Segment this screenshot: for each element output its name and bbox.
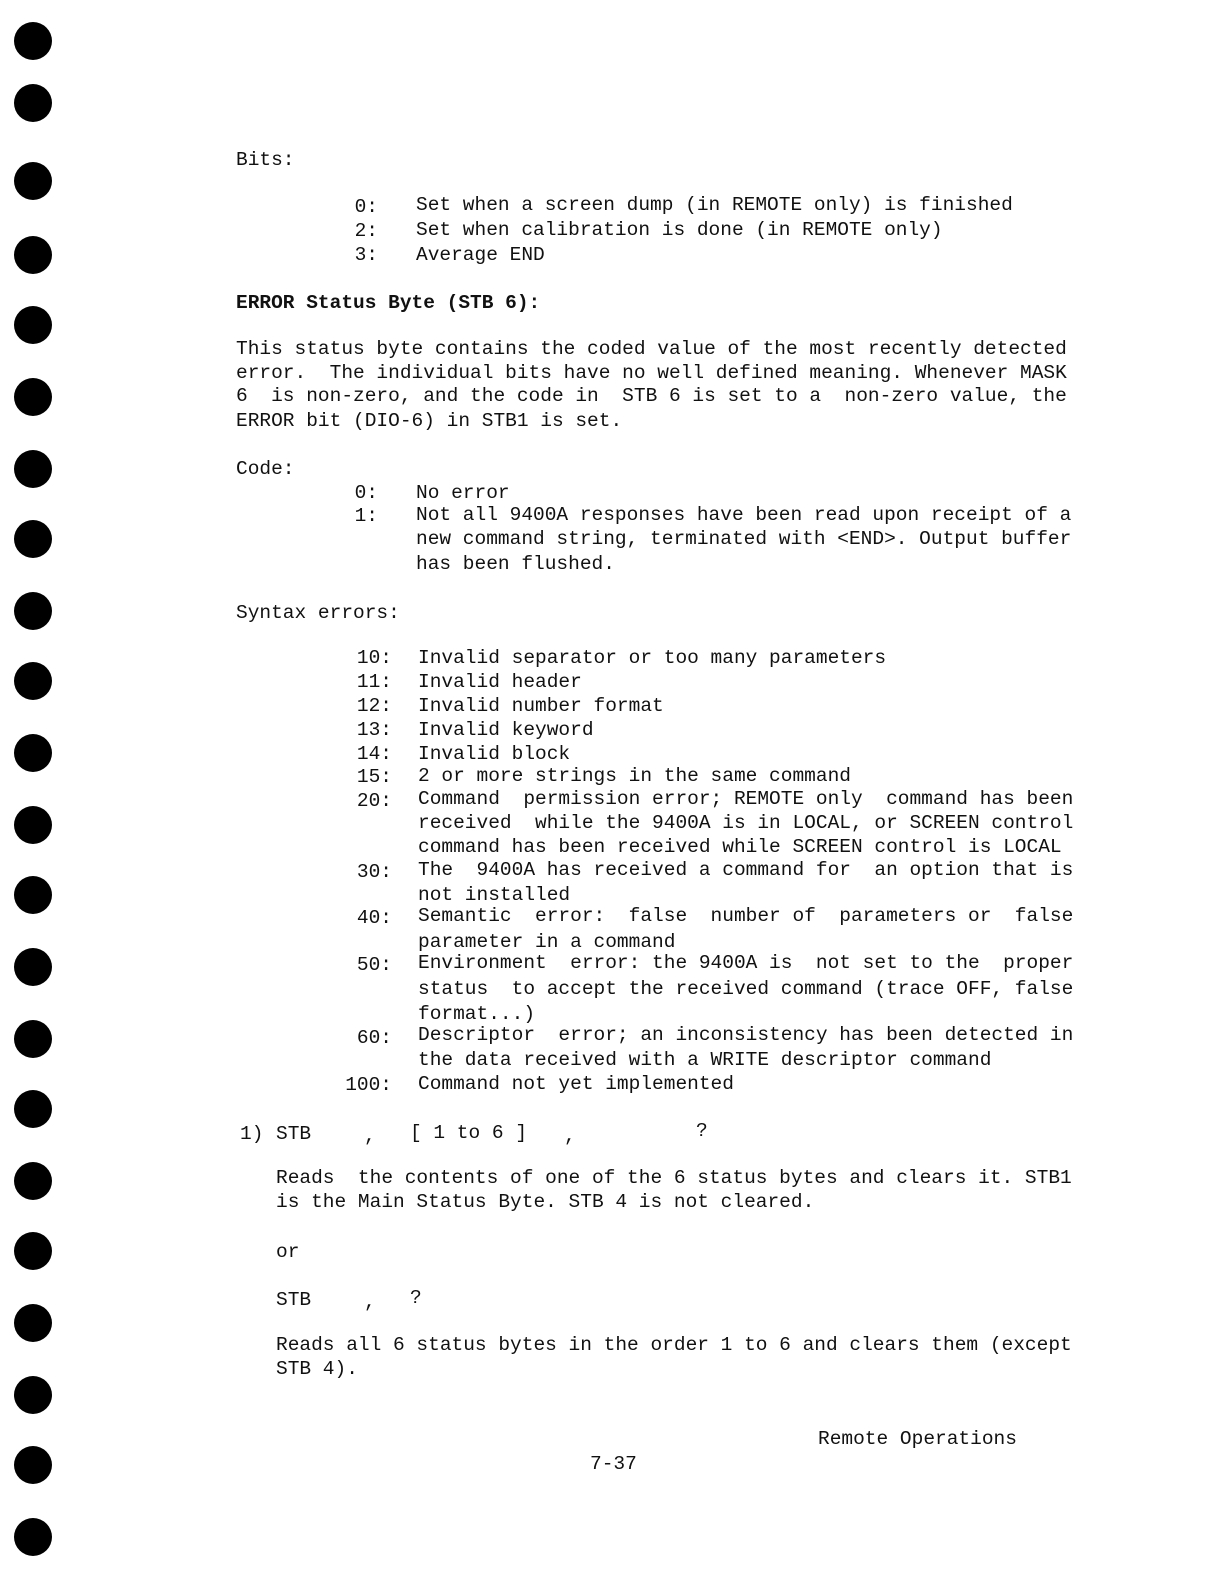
or-text: or bbox=[276, 1241, 300, 1263]
error-code-text: has been flushed. bbox=[416, 553, 615, 575]
syntax-code: 13: bbox=[356, 719, 392, 741]
bit-text: Average END bbox=[416, 244, 545, 266]
binder-hole-icon bbox=[14, 162, 52, 200]
syntax-text: the data received with a WRITE descriptor command bbox=[418, 1049, 992, 1071]
syntax-text: 2 or more strings in the same command bbox=[418, 765, 851, 787]
command-query: ? bbox=[696, 1120, 708, 1142]
syntax-text: status to accept the received command (trace OFF, false bbox=[418, 978, 1074, 1000]
bit-code: 0: bbox=[354, 196, 378, 218]
syntax-code: 14: bbox=[356, 743, 392, 765]
syntax-code: 15: bbox=[356, 766, 392, 788]
binder-hole-icon bbox=[14, 806, 52, 844]
bit-code: 2: bbox=[354, 220, 378, 242]
syntax-code: 11: bbox=[356, 671, 392, 693]
alt-command-separator: , bbox=[364, 1291, 376, 1313]
code-heading: Code: bbox=[236, 458, 295, 480]
syntax-text: Invalid number format bbox=[418, 695, 664, 717]
binder-hole-icon bbox=[14, 450, 52, 488]
syntax-text: format...) bbox=[418, 1003, 536, 1025]
syntax-code: 60: bbox=[356, 1027, 392, 1049]
error-paragraph-line: ERROR bit (DIO-6) in STB1 is set. bbox=[236, 410, 623, 432]
command-number: 1) bbox=[240, 1123, 264, 1145]
footer-section-name: Remote Operations bbox=[818, 1428, 1017, 1450]
syntax-code: 20: bbox=[356, 790, 392, 812]
error-code: 1: bbox=[354, 505, 378, 527]
syntax-text: Command not yet implemented bbox=[418, 1073, 734, 1095]
syntax-text: not installed bbox=[418, 884, 571, 906]
syntax-code: 40: bbox=[356, 907, 392, 929]
binder-hole-icon bbox=[14, 1020, 52, 1058]
binder-hole-icon bbox=[14, 1090, 52, 1128]
binder-hole-icon bbox=[14, 734, 52, 772]
binder-hole-icon bbox=[14, 1518, 52, 1556]
binder-holes bbox=[14, 0, 54, 1576]
page-number: 7-37 bbox=[590, 1453, 637, 1475]
syntax-text: Command permission error; REMOTE only command has been bbox=[418, 788, 1074, 810]
syntax-text: received while the 9400A is in LOCAL, or SCREEN control bbox=[418, 812, 1074, 834]
syntax-text: Invalid block bbox=[418, 743, 571, 765]
command-separator: , bbox=[364, 1125, 376, 1147]
syntax-code: 30: bbox=[356, 861, 392, 883]
command-range: [ 1 to 6 ] bbox=[410, 1122, 528, 1144]
syntax-text: Invalid header bbox=[418, 671, 582, 693]
binder-hole-icon bbox=[14, 22, 52, 60]
bit-code: 3: bbox=[354, 244, 378, 266]
command-header: STB bbox=[276, 1123, 312, 1145]
error-heading: ERROR Status Byte (STB 6): bbox=[236, 292, 541, 314]
syntax-text: Invalid separator or too many parameters bbox=[418, 647, 887, 669]
bits-heading: Bits: bbox=[236, 149, 295, 171]
error-code: 0: bbox=[354, 482, 378, 504]
syntax-code: 50: bbox=[356, 954, 392, 976]
binder-hole-icon bbox=[14, 520, 52, 558]
error-paragraph-line: 6 is non-zero, and the code in STB 6 is set to a non-zero value, the bbox=[236, 385, 1067, 407]
bit-text: Set when calibration is done (in REMOTE only) bbox=[416, 219, 943, 241]
error-code-text: new command string, terminated with <END>. Output buffer bbox=[416, 528, 1072, 550]
error-paragraph-line: error. The individual bits have no well defined meaning. Whenever MASK bbox=[236, 362, 1067, 384]
syntax-code: 10: bbox=[356, 647, 392, 669]
binder-hole-icon bbox=[14, 236, 52, 274]
bit-text: Set when a screen dump (in REMOTE only) is finished bbox=[416, 194, 1013, 216]
syntax-text: parameter in a command bbox=[418, 931, 676, 953]
syntax-text: Semantic error: false number of parameters or false bbox=[418, 905, 1074, 927]
syntax-text: Invalid keyword bbox=[418, 719, 594, 741]
syntax-code: 100: bbox=[345, 1074, 392, 1096]
syntax-text: command has been received while SCREEN control is LOCAL bbox=[418, 836, 1062, 858]
alt-description-line: Reads all 6 status bytes in the order 1 to 6 and clears them (except bbox=[276, 1334, 1072, 1356]
error-code-text: No error bbox=[416, 482, 510, 504]
binder-hole-icon bbox=[14, 1376, 52, 1414]
binder-hole-icon bbox=[14, 306, 52, 344]
binder-hole-icon bbox=[14, 378, 52, 416]
binder-hole-icon bbox=[14, 1304, 52, 1342]
binder-hole-icon bbox=[14, 876, 52, 914]
error-paragraph-line: This status byte contains the coded value of the most recently detected bbox=[236, 338, 1067, 360]
binder-hole-icon bbox=[14, 592, 52, 630]
syntax-text: The 9400A has received a command for an option that is bbox=[418, 859, 1074, 881]
command-separator: , bbox=[564, 1125, 576, 1147]
alt-command-header: STB bbox=[276, 1289, 312, 1311]
syntax-text: Environment error: the 9400A is not set to the proper bbox=[418, 952, 1074, 974]
binder-hole-icon bbox=[14, 948, 52, 986]
alt-command-query: ? bbox=[410, 1287, 422, 1309]
binder-hole-icon bbox=[14, 84, 52, 122]
binder-hole-icon bbox=[14, 1162, 52, 1200]
syntax-text: Descriptor error; an inconsistency has been detected in bbox=[418, 1024, 1074, 1046]
binder-hole-icon bbox=[14, 1446, 52, 1484]
syntax-code: 12: bbox=[356, 695, 392, 717]
command-description-line: is the Main Status Byte. STB 4 is not cleared. bbox=[276, 1191, 815, 1213]
command-description-line: Reads the contents of one of the 6 status bytes and clears it. STB1 bbox=[276, 1167, 1072, 1189]
error-code-text: Not all 9400A responses have been read upon receipt of a bbox=[416, 504, 1072, 526]
syntax-heading: Syntax errors: bbox=[236, 602, 400, 624]
alt-description-line: STB 4). bbox=[276, 1358, 358, 1380]
binder-hole-icon bbox=[14, 1232, 52, 1270]
binder-hole-icon bbox=[14, 662, 52, 700]
